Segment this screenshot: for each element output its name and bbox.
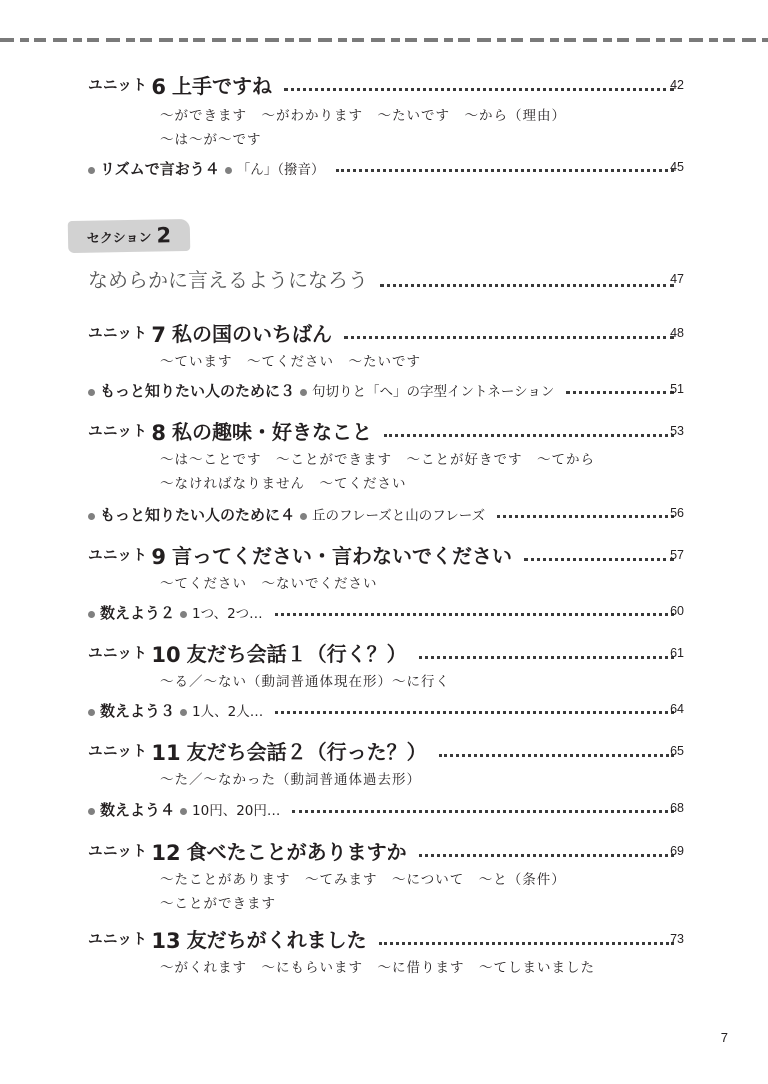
bullet-dot bbox=[88, 709, 95, 716]
dot-leader bbox=[439, 754, 674, 757]
footer-page-number: 7 bbox=[720, 1030, 728, 1045]
section-tab bbox=[68, 219, 191, 253]
bullet-dot bbox=[88, 808, 95, 815]
toc-entry-rhythm-4[interactable] bbox=[88, 154, 684, 180]
toc-entry-count-4[interactable] bbox=[88, 795, 684, 821]
bullet-dot bbox=[88, 167, 95, 174]
dot-leader bbox=[379, 942, 674, 945]
grammar-points: 〜る／〜ない（動詞普通体現在形）〜に行く bbox=[160, 674, 450, 690]
column-title: もっと知りたい人のために３ bbox=[100, 382, 296, 400]
dot-leader bbox=[380, 284, 674, 287]
unit-title: 友だち会話１（行く？） bbox=[186, 642, 407, 666]
toc-entry-more-3[interactable] bbox=[88, 376, 684, 402]
unit-number: 11 bbox=[151, 741, 181, 765]
page-number: 47 bbox=[670, 272, 684, 286]
page-number: 68 bbox=[670, 801, 684, 815]
unit-label: ユニット bbox=[88, 548, 148, 564]
unit-number: 13 bbox=[151, 929, 181, 953]
dot-leader bbox=[419, 656, 674, 659]
column-title: 数えよう３ bbox=[100, 702, 176, 720]
grammar-points: 〜たことがあります 〜てみます 〜について 〜と（条件） bbox=[160, 872, 566, 888]
decorative-dashed-border bbox=[0, 36, 768, 44]
toc-entry-count-3[interactable] bbox=[88, 696, 684, 722]
column-subtitle: 1人、2人… bbox=[192, 704, 264, 720]
bullet-dot bbox=[225, 167, 232, 174]
unit-label: ユニット bbox=[88, 78, 148, 94]
unit-number: 8 bbox=[151, 421, 167, 445]
column-title: 数えよう２ bbox=[100, 604, 176, 622]
section-label: セクション bbox=[86, 230, 152, 247]
unit-label: ユニット bbox=[88, 646, 148, 662]
bullet-dot bbox=[180, 709, 187, 716]
page-number: 51 bbox=[670, 382, 684, 396]
unit-title: 上手ですね bbox=[172, 74, 273, 98]
unit-label: ユニット bbox=[88, 424, 148, 440]
grammar-points: 〜ことができます bbox=[160, 896, 276, 912]
page-number: 57 bbox=[670, 548, 684, 562]
page-number: 56 bbox=[670, 506, 684, 520]
dot-leader bbox=[419, 854, 674, 857]
dot-leader bbox=[336, 169, 674, 172]
dot-leader bbox=[275, 613, 674, 616]
page-number: 48 bbox=[670, 326, 684, 340]
unit-title: 私の趣味・好きなこと bbox=[172, 420, 373, 444]
dot-leader bbox=[284, 88, 674, 91]
page-number: 61 bbox=[670, 646, 684, 660]
unit-label: ユニット bbox=[88, 744, 148, 760]
bullet-dot bbox=[88, 389, 95, 396]
section-title: なめらかに言えるようになろう bbox=[88, 268, 368, 292]
toc-entry-section-2[interactable] bbox=[88, 262, 684, 296]
grammar-points: 〜ています 〜てください 〜たいです bbox=[160, 354, 421, 370]
unit-title: 私の国のいちばん bbox=[172, 322, 333, 346]
bullet-dot bbox=[180, 808, 187, 815]
unit-title: 食べたことがありますか bbox=[186, 840, 407, 864]
unit-title: 友だちがくれました bbox=[186, 928, 367, 952]
bullet-dot bbox=[88, 513, 95, 520]
page-number: 73 bbox=[670, 932, 684, 946]
column-subtitle: 「ん」（撥音） bbox=[236, 162, 325, 178]
unit-label: ユニット bbox=[88, 326, 148, 342]
grammar-points: 〜た／〜なかった（動詞普通体過去形） bbox=[160, 772, 421, 788]
unit-number: 9 bbox=[151, 545, 167, 569]
page-number: 53 bbox=[670, 424, 684, 438]
section-number: 2 bbox=[156, 223, 172, 248]
page-number: 42 bbox=[670, 78, 684, 92]
grammar-points: 〜は〜ことです 〜ことができます 〜ことが好きです 〜てから bbox=[160, 452, 595, 468]
toc-entry-more-4[interactable] bbox=[88, 500, 684, 526]
column-subtitle: 丘のフレーズと山のフレーズ bbox=[312, 508, 486, 524]
page-number: 65 bbox=[670, 744, 684, 758]
dot-leader bbox=[384, 434, 674, 437]
page-number: 69 bbox=[670, 844, 684, 858]
column-subtitle: 1つ、2つ… bbox=[192, 606, 263, 622]
unit-number: 10 bbox=[151, 643, 181, 667]
column-subtitle: 10円、20円… bbox=[192, 803, 281, 819]
page-number: 60 bbox=[670, 604, 684, 618]
unit-number: 7 bbox=[151, 323, 167, 347]
grammar-points: 〜がくれます 〜にもらいます 〜に借ります 〜てしまいました bbox=[160, 960, 595, 976]
column-subtitle: 句切りと「へ」の字型イントネーション bbox=[312, 384, 555, 400]
dot-leader bbox=[344, 336, 674, 339]
dot-leader bbox=[275, 711, 674, 714]
unit-label: ユニット bbox=[88, 844, 148, 860]
dot-leader bbox=[292, 810, 674, 813]
unit-number: 12 bbox=[151, 841, 181, 865]
unit-title: 言ってください・言わないでください bbox=[172, 544, 513, 568]
bullet-dot bbox=[180, 611, 187, 618]
grammar-points: 〜なければなりません 〜てください bbox=[160, 476, 407, 492]
bullet-dot bbox=[88, 611, 95, 618]
page-number: 64 bbox=[670, 702, 684, 716]
toc-entry-count-2[interactable] bbox=[88, 598, 684, 624]
column-title: もっと知りたい人のために４ bbox=[100, 506, 296, 524]
column-title: リズムで言おう４ bbox=[100, 160, 220, 178]
column-title: 数えよう４ bbox=[100, 801, 176, 819]
page-number: 45 bbox=[670, 160, 684, 174]
grammar-points: 〜ができます 〜がわかります 〜たいです 〜から（理由） bbox=[160, 108, 566, 124]
unit-label: ユニット bbox=[88, 932, 148, 948]
bullet-dot bbox=[300, 513, 307, 520]
grammar-points: 〜てください 〜ないでください bbox=[160, 576, 378, 592]
unit-title: 友だち会話２（行った？） bbox=[186, 740, 427, 764]
bullet-dot bbox=[300, 389, 307, 396]
grammar-points: 〜は〜が〜です bbox=[160, 132, 262, 148]
unit-number: 6 bbox=[151, 75, 167, 99]
